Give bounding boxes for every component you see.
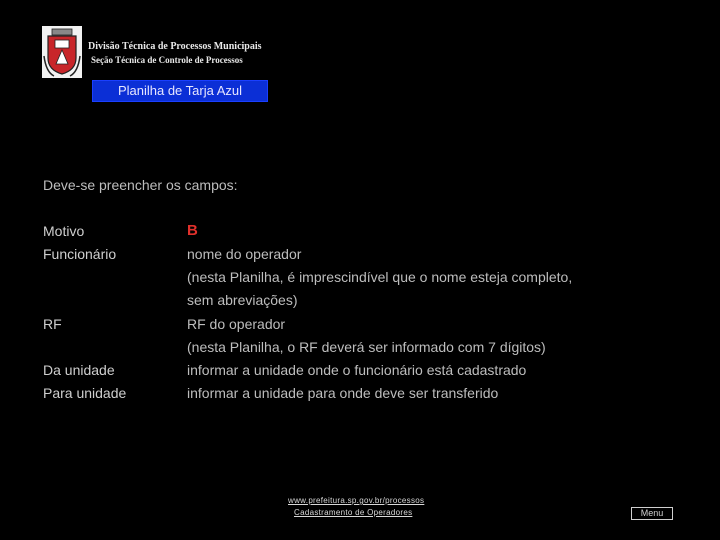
org-line-1: Divisão Técnica de Processos Municipais (88, 41, 262, 52)
menu-button[interactable]: Menu (631, 507, 673, 520)
label-motivo: Motivo (43, 223, 85, 239)
value-funcionario: nome do operador (187, 246, 302, 262)
value-para-unidade: informar a unidade para onde deve ser transferido (187, 385, 499, 401)
value-motivo: B (187, 222, 198, 239)
slide-title: Planilha de Tarja Azul (92, 80, 268, 102)
label-para-unidade: Para unidade (43, 385, 127, 401)
value-da-unidade: informar a unidade onde o funcionário está cadastrado (187, 362, 527, 378)
label-rf: RF (43, 316, 62, 332)
footer-url-link[interactable]: www.prefeitura.sp.gov.br/processos (288, 496, 425, 505)
intro-text: Deve-se preencher os campos: (43, 177, 238, 193)
label-funcionario: Funcionário (43, 246, 117, 262)
value-rf-note: (nesta Planilha, o RF deverá ser informado com 7 dígitos) (187, 339, 546, 355)
city-crest-logo (42, 26, 82, 78)
value-funcionario-note-cont: sem abreviações) (187, 292, 298, 308)
label-da-unidade: Da unidade (43, 362, 115, 378)
value-rf: RF do operador (187, 316, 286, 332)
footer-cadastramento-link[interactable]: Cadastramento de Operadores (294, 508, 413, 517)
org-line-2: Seção Técnica de Controle de Processos (91, 55, 243, 65)
value-funcionario-note: (nesta Planilha, é imprescindível que o nome esteja completo, (187, 269, 573, 285)
